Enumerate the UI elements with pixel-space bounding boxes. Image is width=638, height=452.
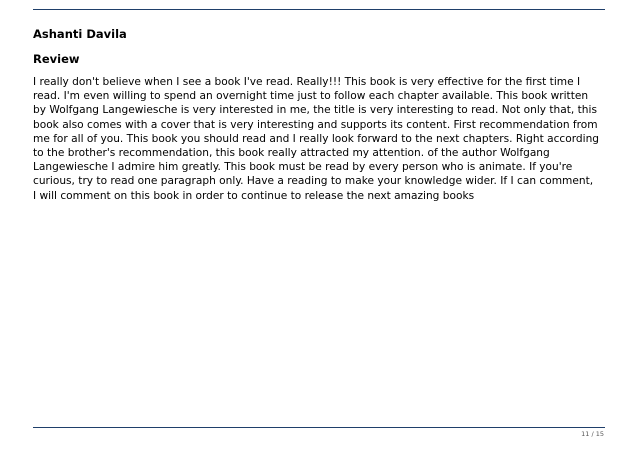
review-line: read. I'm even willing to spend an overnight time just to follow each chapter available. This book written xyxy=(33,90,589,103)
review-line: I will comment on this book in order to continue to release the next amazing books xyxy=(33,189,475,202)
review-body xyxy=(33,75,605,203)
review-line: I really don't believe when I see a book I've read. Really!!! This book is very effective for the first time I xyxy=(33,76,581,88)
review-line: curious, try to read one paragraph only. Have a reading to make your knowledge wider. If I can comment, xyxy=(33,175,594,188)
review-line: book also comes with a cover that is very interesting and supports its content. First recommendation from xyxy=(33,118,598,131)
review-line: me for all of you. This book you should read and I really look forward to the next chapters. Right according xyxy=(33,132,600,145)
review-heading: Review xyxy=(33,52,80,66)
author-name: Ashanti Davila xyxy=(33,27,127,41)
review-line: Langewiesche I admire him greatly. This book must be read by every person who is animate. If you're xyxy=(33,161,573,174)
review-line: by Wolfgang Langewiesche is very interested in me, the title is very interesting to read. Not only that, this xyxy=(33,104,597,117)
review-line: to the brother's recommendation, this book really attracted my attention. of the author Wolfgang xyxy=(33,147,550,160)
footer-rule xyxy=(33,427,605,428)
header-rule xyxy=(33,9,605,10)
page-number: 11 / 15 xyxy=(581,430,604,438)
